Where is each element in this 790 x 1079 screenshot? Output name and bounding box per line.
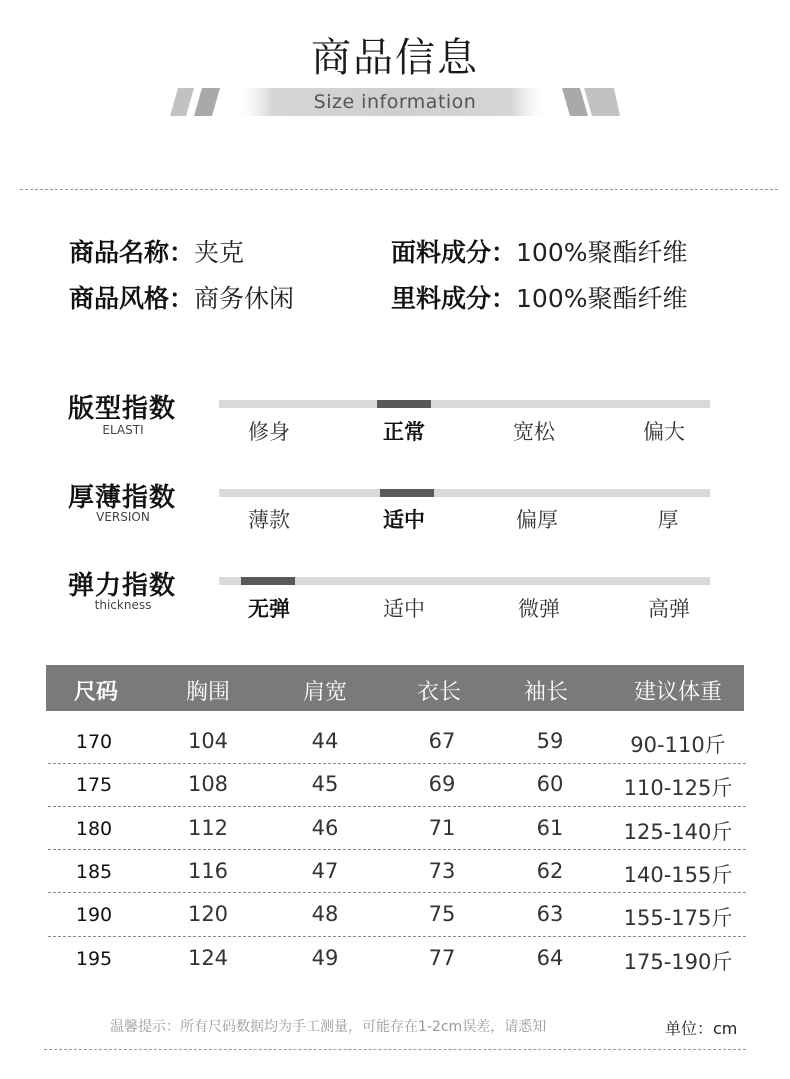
info-style-value: 商务休闲 bbox=[194, 284, 295, 313]
fit-index-marker bbox=[377, 400, 431, 408]
thickness-option: 厚 bbox=[657, 508, 679, 532]
cell-weight: 110-125斤 bbox=[623, 776, 733, 800]
info-fabric bbox=[391, 233, 688, 269]
cell-shoulder: 48 bbox=[311, 902, 339, 926]
cell-sleeve: 62 bbox=[536, 859, 564, 883]
info-style bbox=[69, 279, 294, 315]
row-separator bbox=[48, 806, 746, 807]
cell-weight: 140-155斤 bbox=[623, 863, 733, 887]
cell-weight: 90-110斤 bbox=[630, 733, 726, 757]
thickness-option-selected: 适中 bbox=[383, 508, 425, 532]
header-shoulder: 肩宽 bbox=[302, 680, 347, 705]
cell-sleeve: 64 bbox=[536, 946, 564, 970]
elasticity-option: 高弹 bbox=[648, 597, 690, 621]
fit-index-track bbox=[219, 400, 710, 408]
cell-size: 190 bbox=[75, 904, 113, 926]
cell-chest: 124 bbox=[187, 946, 229, 970]
fit-index-title: 版型指数 bbox=[68, 394, 177, 424]
unit-label: 单位：cm bbox=[665, 1019, 738, 1038]
cell-length: 67 bbox=[428, 729, 456, 753]
cell-chest: 104 bbox=[187, 729, 229, 753]
info-fabric-label: 面料成分： bbox=[391, 238, 517, 267]
header-weight: 建议体重 bbox=[633, 680, 722, 705]
fit-option: 修身 bbox=[248, 420, 290, 444]
cell-length: 73 bbox=[428, 859, 456, 883]
cell-chest: 116 bbox=[187, 859, 229, 883]
cell-weight: 125-140斤 bbox=[623, 820, 733, 844]
cell-sleeve: 63 bbox=[536, 902, 564, 926]
thickness-option: 偏厚 bbox=[516, 508, 558, 532]
row-separator bbox=[48, 936, 746, 937]
elasticity-index-marker bbox=[241, 577, 295, 585]
cell-size: 180 bbox=[75, 818, 113, 840]
thickness-index-title: 厚薄指数 bbox=[68, 483, 177, 513]
cell-size: 175 bbox=[75, 774, 113, 796]
cell-sleeve: 60 bbox=[536, 772, 564, 796]
fit-option-selected: 正常 bbox=[383, 420, 425, 444]
cell-shoulder: 49 bbox=[311, 946, 339, 970]
thickness-option: 薄款 bbox=[248, 508, 290, 532]
thickness-index-track bbox=[219, 489, 710, 497]
divider-bottom bbox=[44, 1049, 746, 1050]
header-size: 尺码 bbox=[73, 680, 118, 705]
info-name-label: 商品名称： bbox=[69, 238, 195, 267]
elasticity-index-subtitle: thickness bbox=[94, 598, 152, 612]
elasticity-option: 微弹 bbox=[518, 597, 560, 621]
info-fabric-value: 100%聚酯纤维 bbox=[516, 238, 688, 267]
cell-weight: 175-190斤 bbox=[623, 950, 733, 974]
cell-chest: 112 bbox=[187, 816, 229, 840]
measurement-note: 温馨提示：所有尺码数据均为手工测量，可能存在1-2cm误差，请悉知 bbox=[110, 1019, 547, 1035]
info-name-value: 夹克 bbox=[194, 238, 245, 267]
info-lining-label: 里料成分： bbox=[391, 284, 517, 313]
page-subtitle: Size information bbox=[313, 91, 477, 113]
elasticity-option: 适中 bbox=[383, 597, 425, 621]
elasticity-option-selected: 无弹 bbox=[248, 597, 290, 621]
cell-shoulder: 45 bbox=[311, 772, 339, 796]
thickness-index-marker bbox=[380, 489, 434, 497]
cell-length: 77 bbox=[428, 946, 456, 970]
header-length: 衣长 bbox=[416, 680, 461, 705]
cell-chest: 108 bbox=[187, 772, 229, 796]
cell-chest: 120 bbox=[187, 902, 229, 926]
divider-top bbox=[20, 189, 778, 190]
cell-sleeve: 59 bbox=[536, 729, 564, 753]
cell-size: 185 bbox=[75, 861, 113, 883]
row-separator bbox=[48, 849, 746, 850]
fit-index-subtitle: ELASTI bbox=[102, 423, 144, 437]
cell-size: 170 bbox=[75, 731, 113, 753]
cell-shoulder: 44 bbox=[311, 729, 339, 753]
row-separator bbox=[48, 892, 746, 893]
size-table-header bbox=[46, 665, 744, 711]
cell-length: 69 bbox=[428, 772, 456, 796]
cell-length: 71 bbox=[428, 816, 456, 840]
info-lining bbox=[391, 279, 688, 315]
cell-shoulder: 47 bbox=[311, 859, 339, 883]
row-separator bbox=[48, 763, 746, 764]
cell-length: 75 bbox=[428, 902, 456, 926]
fit-option: 偏大 bbox=[643, 420, 685, 444]
info-style-label: 商品风格： bbox=[69, 284, 195, 313]
header-sleeve: 袖长 bbox=[523, 680, 568, 705]
elasticity-index-title: 弹力指数 bbox=[68, 571, 177, 601]
cell-sleeve: 61 bbox=[536, 816, 564, 840]
thickness-index-subtitle: VERSION bbox=[96, 510, 150, 524]
fit-option: 宽松 bbox=[513, 420, 555, 444]
page-title: 商品信息 bbox=[311, 35, 479, 81]
header-chest: 胸围 bbox=[185, 680, 230, 705]
cell-size: 195 bbox=[75, 948, 113, 970]
info-name bbox=[69, 233, 244, 269]
cell-weight: 155-175斤 bbox=[623, 906, 733, 930]
info-lining-value: 100%聚酯纤维 bbox=[516, 284, 688, 313]
cell-shoulder: 46 bbox=[311, 816, 339, 840]
